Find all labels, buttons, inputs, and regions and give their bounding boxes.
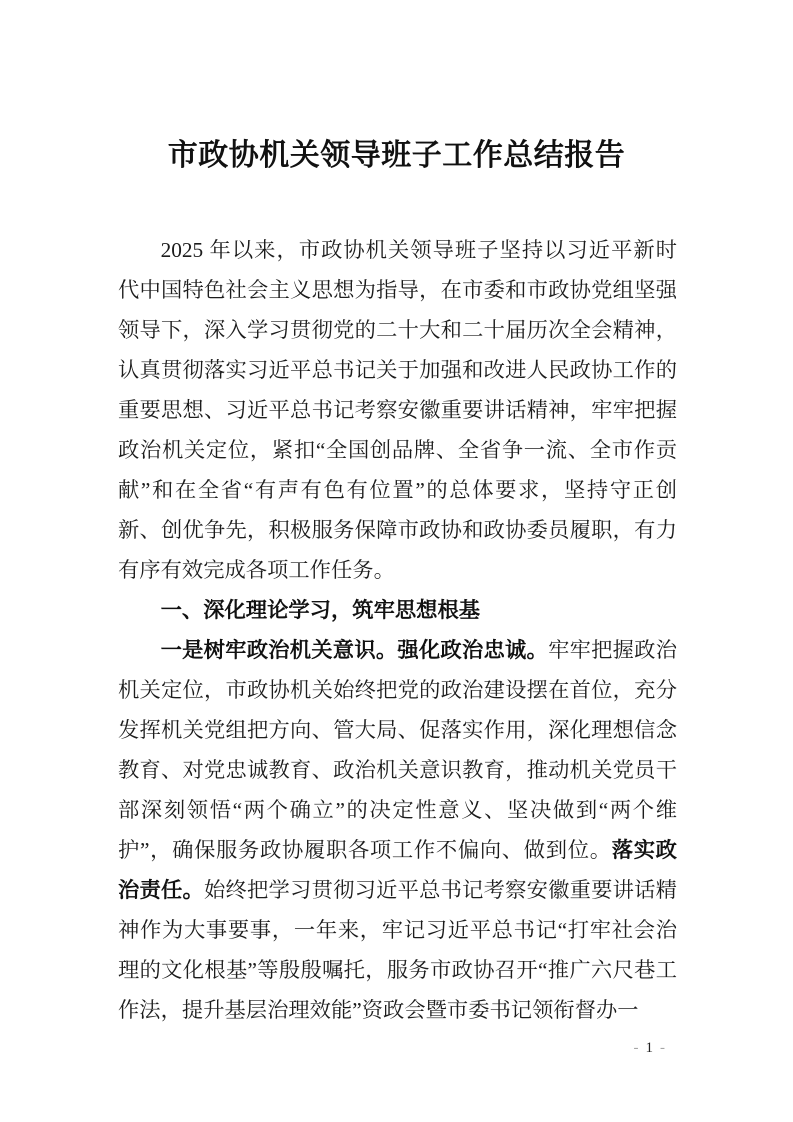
- body-paragraph: [118, 230, 677, 590]
- page-footer: [628, 1038, 673, 1058]
- bold-text-run: 一、深化理论学习，筑牢思想根基: [160, 598, 481, 622]
- section-heading: [118, 590, 677, 630]
- body-paragraph: [118, 630, 677, 1030]
- bold-text-run: 一是树牢政治机关意识。强化政治忠诚。: [160, 638, 549, 662]
- footer-dash-right: -: [660, 1040, 666, 1056]
- text-run: 始终把学习贯彻习近平总书记考察安徽重要讲话精神作为大事要事，一年来，牢记习近平总书记“打牢社会治理的文化根基”等殷殷嘱托，服务市政协召开“推广六尺巷工作法，提升基层治理效能”资政会暨市委书记领衔督办一: [118, 878, 677, 1022]
- bold-text-run: 落实政治责任。: [118, 838, 677, 902]
- footer-dash-left: -: [633, 1040, 640, 1056]
- text-run: 2025 年以来，市政协机关领导班子坚持以习近平新时代中国特色社会主义思想为指导，在市委和市政协党组坚强领导下，深入学习贯彻党的二十大和二十届历次全会精神，认真贯彻落实习近平总书记关于加强和改进人民政协工作的重要思想、习近平总书记考察安徽重要讲话精神，牢牢把握政治机关定位，紧扣“全国创品牌、全省争一流、全市作贡献”和在全省“有声有色有位置”的总体要求，坚持守正创新、创优争先，积极服务保障市政协和政协委员履职，有力有序有效完成各项工作任务。: [118, 238, 677, 582]
- text-run: 牢牢把握政治机关定位，市政协机关始终把党的政治建设摆在首位，充分发挥机关党组把方向、管大局、促落实作用，深化理想信念教育、对党忠诚教育、政治机关意识教育，推动机关党员干部深刻领悟“两个确立”的决定性意义、坚决做到“两个维护”，确保服务政协履职各项工作不偏向、做到位。: [118, 638, 677, 862]
- page-number: 1: [645, 1040, 654, 1056]
- document-title: 市政协机关领导班子工作总结报告: [167, 139, 626, 172]
- document-body: [118, 230, 677, 1030]
